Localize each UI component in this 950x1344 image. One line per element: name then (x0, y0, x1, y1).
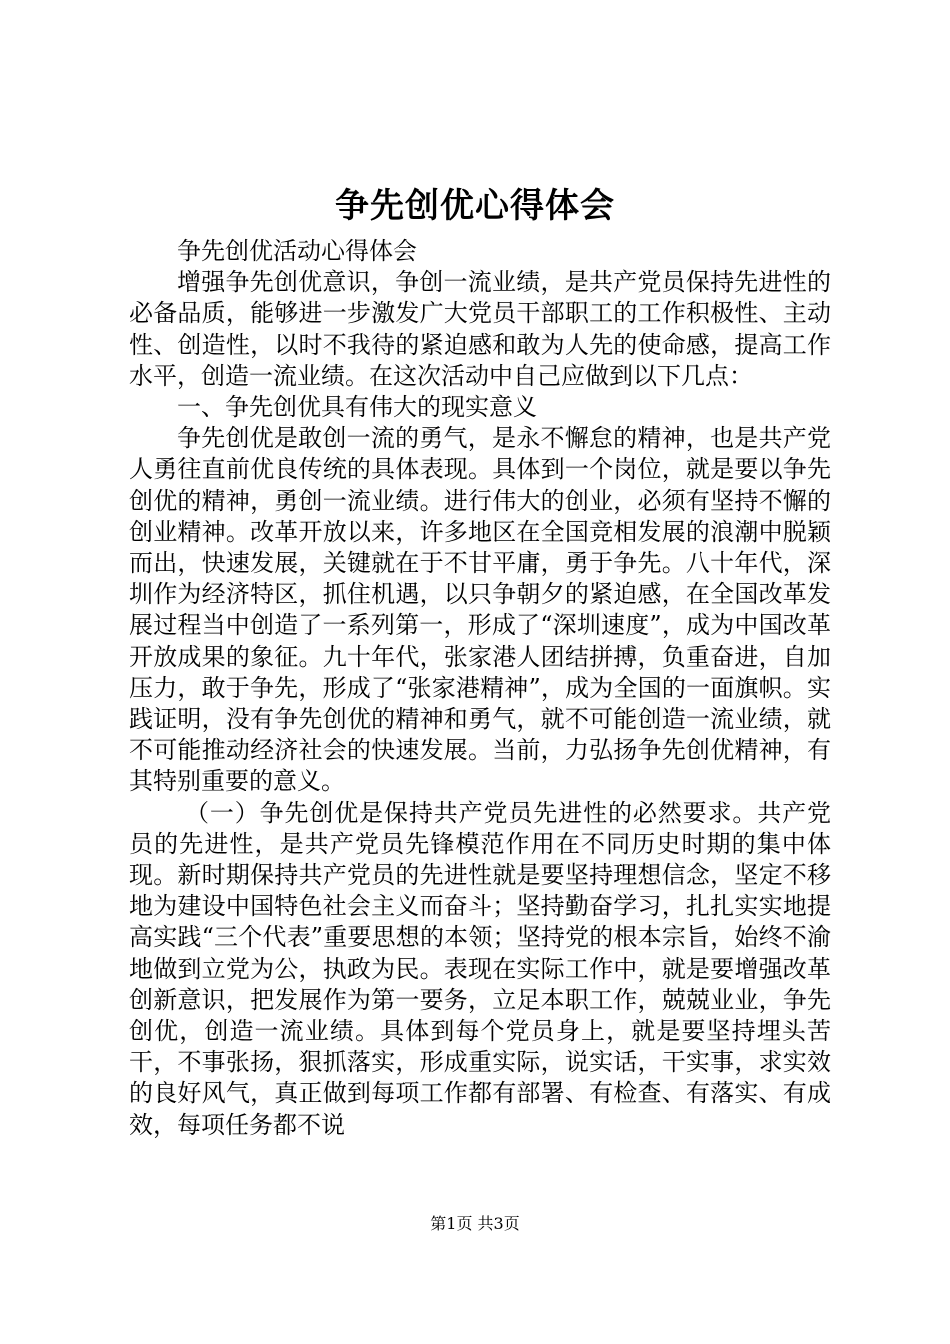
paragraph-significance: 争先创优是敢创一流的勇气，是永不懈怠的精神，也是共产党人勇往直前优良传统的具体表现。具体到一个岗位，就是要以争先创优的精神，勇创一流业绩。进行伟大的创业，必须有坚持不懈的创业精神。改革开放以来，许多地区在全国竞相发展的浪潮中脱颖而出，快速发展，关键就在于不甘平庸，勇于争先。八十年代，深圳作为经济特区，抓住机遇，以只争朝夕的紧迫感，在全国改革发展过程当中创造了一系列第一，形成了“深圳速度”，成为中国改革开放成果的象征。九十年代，张家港人团结拼搏，负重奋进，自加压力，敢于争先，形成了“张家港精神”，成为全国的一面旗帜。实践证明，没有争先创优的精神和勇气，就不可能创造一流业绩，就不可能推动经济社会的快速发展。当前，力弘扬争先创优精神，有其特别重要的意义。 (129, 424, 831, 796)
paragraph-subsection-one: （一）争先创优是保持共产党员先进性的必然要求。共产党员的先进性，是共产党员先锋模范作用在不同历史时期的集中体现。新时期保持共产党员的先进性就是要坚持理想信念，坚定不移地为建设中国特色社会主义而奋斗；坚持勤奋学习，扎扎实实地提高实践“三个代表”重要思想的本领；坚持党的根本宗旨，始终不渝地做到立党为公，执政为民。表现在实际工作中，就是要增强改革创新意识，把发展作为第一要务，立足本职工作，兢兢业业，争先创优，创造一流业绩。具体到每个党员身上，就是要坚持埋头苦干，不事张扬，狠抓落实，形成重实际，说实话，干实事，求实效的良好风气，真正做到每项工作都有部署、有检查、有落实、有成效，每项任务都不说 (129, 798, 831, 1139)
paragraph-intro: 增强争先创优意识，争创一流业绩，是共产党员保持先进性的必备品质，能够进一步激发广大党员干部职工的工作积极性、主动性、创造性，以时不我待的紧迫感和敢为人先的使命感，提高工作水平，创造一流业绩。在这次活动中自己应做到以下几点： (129, 268, 831, 390)
section-heading: 一、争先创优具有伟大的现实意义 (177, 393, 537, 422)
page-number-footer: 第1页 共3页 (430, 1214, 520, 1233)
document-body (129, 236, 831, 1141)
paragraph-subtitle: 争先创优活动心得体会 (177, 237, 417, 265)
document-title: 争先创优心得体会 (335, 186, 615, 226)
